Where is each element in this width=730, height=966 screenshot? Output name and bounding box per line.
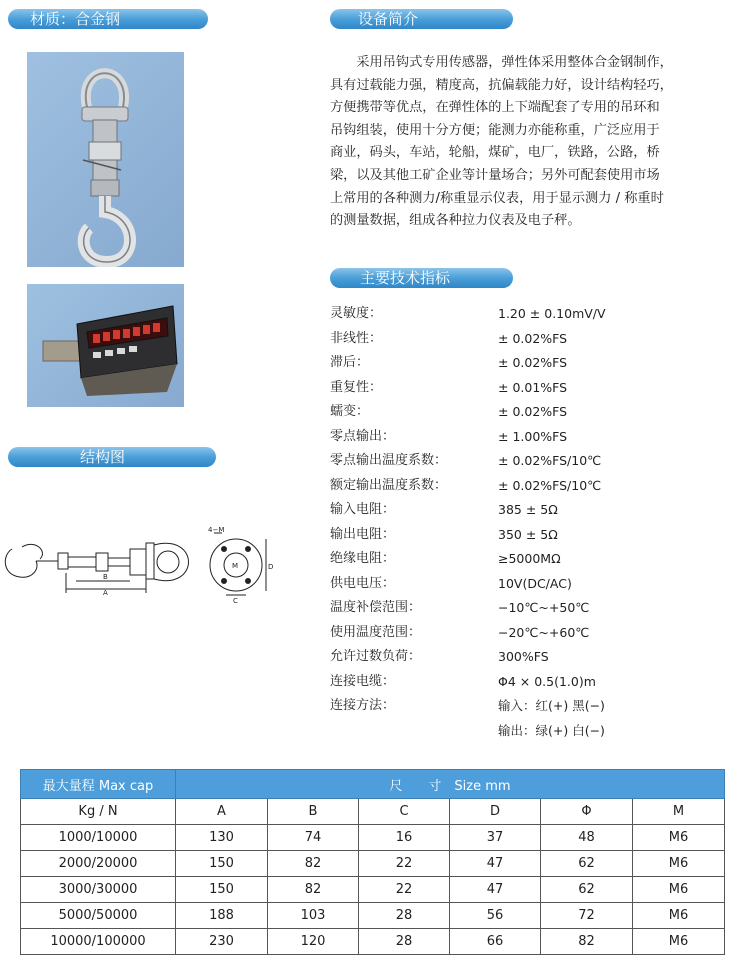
intro-line: 采用吊钩式专用传感器，弹性体采用整体合金钢制作， xyxy=(330,55,673,70)
spec-value: ± 0.02%FS/10℃ xyxy=(498,453,602,468)
spec-row xyxy=(330,425,725,450)
table-cell: M6 xyxy=(633,903,725,929)
column-header: B xyxy=(268,799,359,825)
intro-line: 商业，码头，车站，轮船，煤矿，电厂，铁路，公路，桥 xyxy=(330,145,660,161)
spec-row xyxy=(330,449,725,474)
spec-row xyxy=(330,694,725,719)
table-cell: M6 xyxy=(633,929,725,955)
table-cell: 150 xyxy=(176,851,268,877)
display-instrument-illustration xyxy=(27,284,184,407)
structure-header xyxy=(8,447,216,467)
spec-row xyxy=(330,670,725,695)
column-header: M xyxy=(633,799,725,825)
spec-row xyxy=(330,327,725,352)
spec-value: Φ4 × 0.5(1.0)m xyxy=(498,673,596,689)
spec-row xyxy=(330,376,725,401)
intro-paragraph xyxy=(330,52,722,233)
spec-row xyxy=(330,302,725,327)
spec-value: ± 0.02%FS xyxy=(498,330,568,346)
structure-header-text: 结构图 xyxy=(80,448,126,466)
material-header xyxy=(8,9,208,29)
table-cell: 3000/30000 xyxy=(21,877,176,903)
spec-value: 输入：红(+) 黑(−) xyxy=(498,698,605,713)
column-header: Φ xyxy=(541,799,633,825)
spec-value: ≥5000MΩ xyxy=(498,551,561,566)
specs-header-text: 主要技术指标 xyxy=(360,269,451,287)
table-cell: 74 xyxy=(268,825,359,851)
table-row xyxy=(21,877,725,903)
spec-label: 蠕变： xyxy=(330,404,370,419)
spec-row xyxy=(330,547,725,572)
material-header-text: 材质：合金钢 xyxy=(30,10,121,28)
table-cell: 188 xyxy=(176,903,268,929)
dimension-c-label: C xyxy=(233,597,238,605)
table-cell: 82 xyxy=(268,851,359,877)
column-header-row xyxy=(21,799,725,825)
table-cell: 82 xyxy=(268,877,359,903)
spec-row xyxy=(330,645,725,670)
spec-label: 零点输出温度系数： xyxy=(330,453,448,468)
table-cell: 230 xyxy=(176,929,268,955)
holes-label: 4−M xyxy=(208,526,225,534)
spec-row xyxy=(330,400,725,425)
display-instrument-photo xyxy=(27,284,184,407)
max-cap-header: 最大量程 Max cap xyxy=(21,770,176,799)
spec-label: 输入电阻： xyxy=(330,502,396,517)
spec-label: 输出电阻： xyxy=(330,526,396,542)
table-cell: 62 xyxy=(541,877,633,903)
column-header: A xyxy=(176,799,268,825)
table-cell: 28 xyxy=(359,903,450,929)
spec-label: 灵敏度： xyxy=(330,306,383,321)
spec-value: 350 ± 5Ω xyxy=(498,526,558,542)
spec-label: 允许过数负荷： xyxy=(330,649,422,664)
hook-scale-illustration xyxy=(27,52,184,267)
spec-label: 连接方法： xyxy=(330,698,396,713)
spec-label: 连接电缆： xyxy=(330,673,396,689)
spec-row xyxy=(330,523,725,548)
table-cell: 22 xyxy=(359,877,450,903)
dimension-b-label: B xyxy=(103,573,108,581)
spec-label: 供电电压： xyxy=(330,575,396,591)
intro-line: 的测量数据，组成各种拉力仪表及电子秤。 xyxy=(330,213,581,229)
table-row xyxy=(21,903,725,929)
table-cell: 130 xyxy=(176,825,268,851)
spec-output-wiring: 输出：绿(+) 白(−) xyxy=(498,722,605,738)
table-cell: 5000/50000 xyxy=(21,903,176,929)
table-row xyxy=(21,929,725,955)
table-cell: 2000/20000 xyxy=(21,851,176,877)
spec-row xyxy=(330,351,725,376)
table-cell: 22 xyxy=(359,851,450,877)
dimension-m-label: M xyxy=(232,562,239,570)
spec-value: 1.20 ± 0.10mV/V xyxy=(498,306,606,321)
spec-value: ± 1.00%FS xyxy=(498,428,568,444)
table-header-row xyxy=(21,770,725,799)
spec-label: 非线性： xyxy=(330,330,383,346)
table-cell: M6 xyxy=(633,877,725,903)
specs-header xyxy=(330,268,513,288)
table-cell: 82 xyxy=(541,929,633,955)
table-cell: 1000/10000 xyxy=(21,825,176,851)
dimensions-table xyxy=(20,769,724,955)
intro-header xyxy=(330,9,513,29)
spec-row xyxy=(330,572,725,597)
table-cell: 66 xyxy=(450,929,541,955)
spec-label: 温度补偿范围： xyxy=(330,600,422,615)
spec-row xyxy=(330,498,725,523)
hook-scale-photo xyxy=(27,52,184,267)
spec-value: 385 ± 5Ω xyxy=(498,502,558,517)
table-cell: M6 xyxy=(633,825,725,851)
spec-row xyxy=(330,596,725,621)
table-cell: 16 xyxy=(359,825,450,851)
spec-value: ± 0.02%FS xyxy=(498,355,568,370)
table-cell: 10000/100000 xyxy=(21,929,176,955)
intro-line: 吊钩组装，使用十分方便；能测力亦能称重，广泛应用于 xyxy=(330,122,660,138)
table-cell: M6 xyxy=(633,851,725,877)
spec-value: 300%FS xyxy=(498,649,549,664)
spec-value: ± 0.02%FS xyxy=(498,404,568,419)
spec-value: 10V(DC/AC) xyxy=(498,575,572,591)
table-cell: 28 xyxy=(359,929,450,955)
table-cell: 62 xyxy=(541,851,633,877)
size-header: 尺 寸 Size mm xyxy=(176,770,725,799)
spec-label: 滞后： xyxy=(330,355,370,370)
spec-label: 零点输出： xyxy=(330,428,396,444)
structure-drawing xyxy=(0,525,300,605)
table-cell: 37 xyxy=(450,825,541,851)
spec-row xyxy=(330,474,725,499)
spec-value: −10℃~+50℃ xyxy=(498,600,590,615)
intro-line: 上常用的各种测力/称重显示仪表，用于显示测力 / 称重时 xyxy=(330,190,664,206)
table-row xyxy=(21,825,725,851)
table-cell: 103 xyxy=(268,903,359,929)
column-header: Kg / N xyxy=(21,799,176,825)
table-cell: 47 xyxy=(450,877,541,903)
intro-line: 梁，以及其他工矿企业等计量场合；另外可配套使用市场 xyxy=(330,167,660,183)
spec-label: 额定输出温度系数： xyxy=(330,477,448,493)
intro-line: 方便携带等优点，在弹性体的上下端配套了专用的吊环和 xyxy=(330,100,660,116)
side-view-drawing xyxy=(5,543,188,593)
spec-value: ± 0.02%FS/10℃ xyxy=(498,477,602,493)
intro-header-text: 设备简介 xyxy=(358,10,419,28)
intro-line: 具有过载能力强，精度高，抗偏载能力好，设计结构轻巧， xyxy=(330,77,673,93)
table-cell: 120 xyxy=(268,929,359,955)
table-cell: 72 xyxy=(541,903,633,929)
spec-value: −20℃~+60℃ xyxy=(498,624,590,640)
spec-label: 重复性： xyxy=(330,379,383,395)
table-cell: 47 xyxy=(450,851,541,877)
dimension-a-label: A xyxy=(103,589,108,597)
column-header: C xyxy=(359,799,450,825)
table-cell: 150 xyxy=(176,877,268,903)
spec-value: ± 0.01%FS xyxy=(498,379,568,395)
table-cell: 56 xyxy=(450,903,541,929)
spec-label: 使用温度范围： xyxy=(330,624,422,640)
table-cell: 48 xyxy=(541,825,633,851)
dimension-d-label: D xyxy=(268,563,274,571)
table-row xyxy=(21,851,725,877)
spec-label: 绝缘电阻： xyxy=(330,551,396,566)
column-header: D xyxy=(450,799,541,825)
spec-row xyxy=(330,621,725,646)
